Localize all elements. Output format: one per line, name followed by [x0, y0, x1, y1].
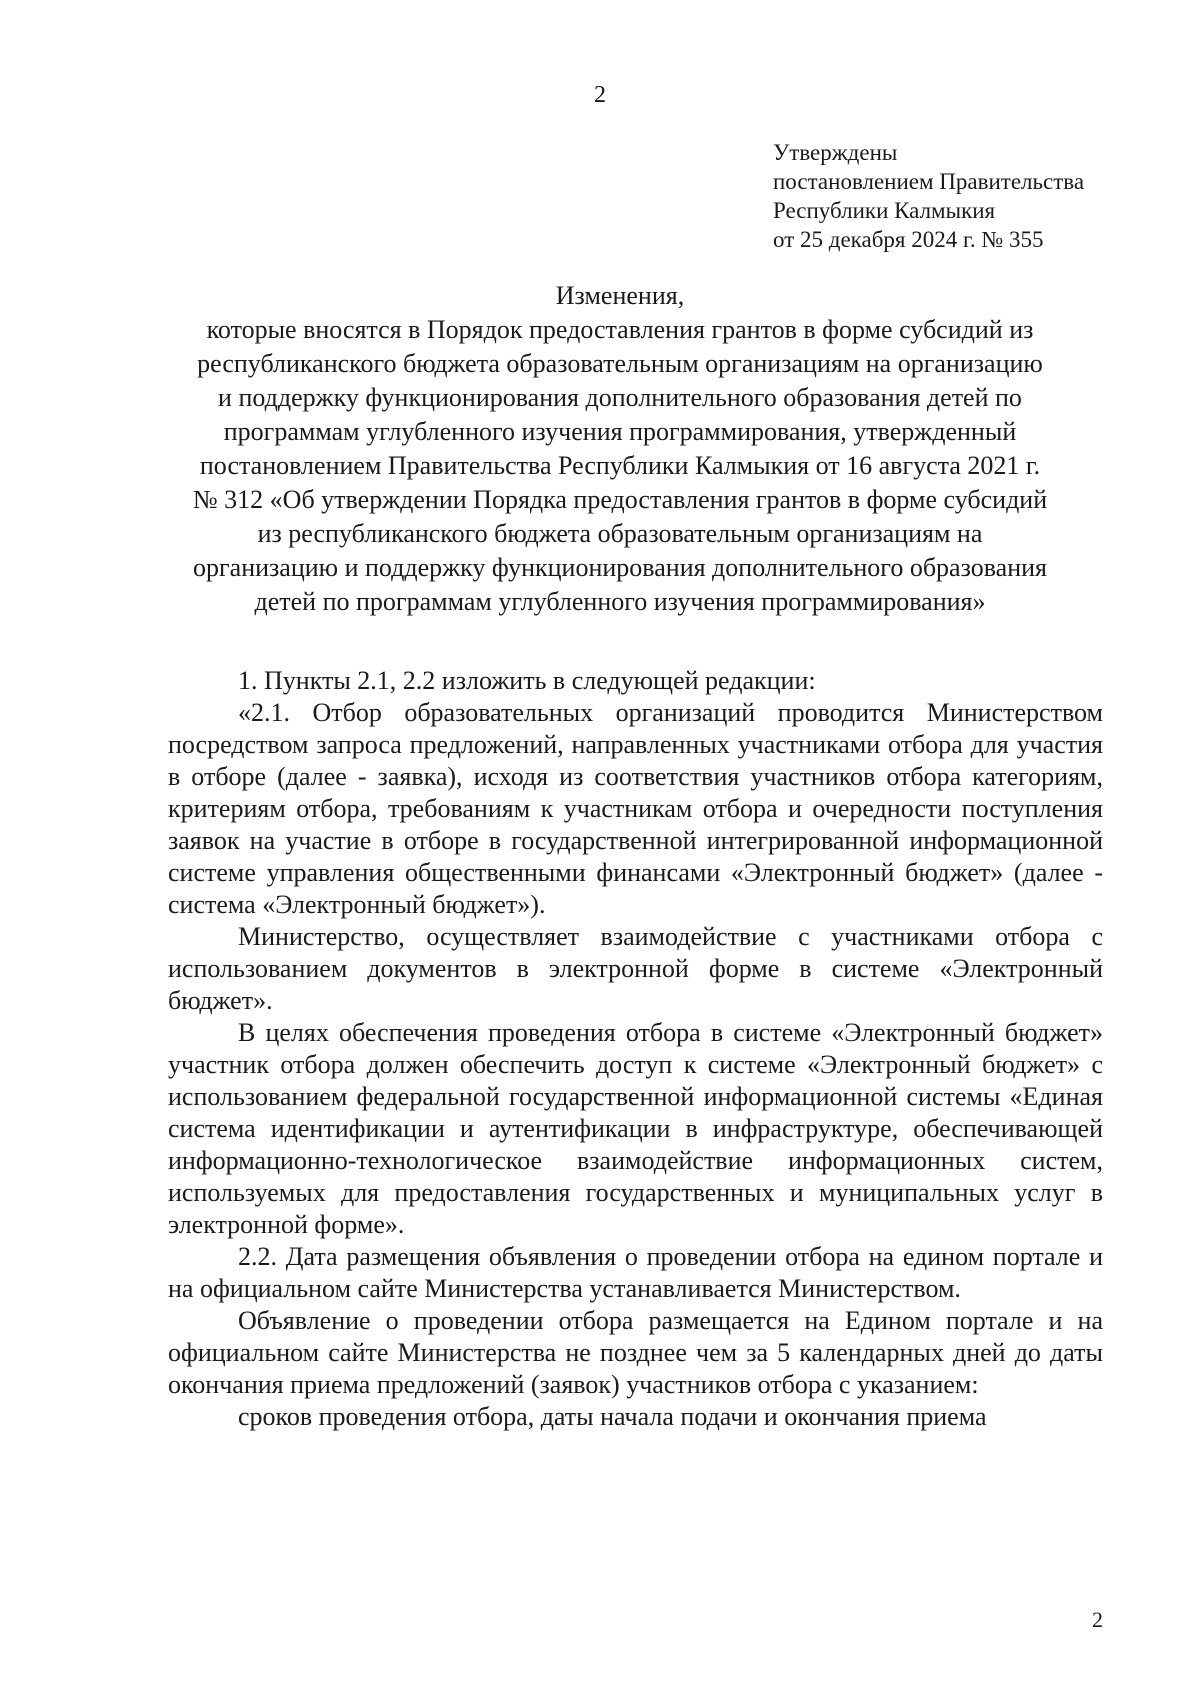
document-body [168, 665, 1103, 1433]
approval-block [773, 138, 1173, 254]
body-paragraph: 2.2. Дата размещения объявления о проведении отбора на едином портале и на официальном сайте Министерства устанавливается Министерством. [168, 1242, 1103, 1303]
body-paragraph: 1. Пункты 2.1, 2.2 изложить в следующей редакции: [238, 666, 816, 695]
body-paragraph: сроков проведения отбора, даты начала подачи и окончания приема [238, 1402, 987, 1431]
heading-line: постановлением Правительства Республики Калмыкия от 16 августа 2021 г. [199, 451, 1041, 480]
approval-line: постановлением Правительства [773, 169, 1085, 194]
heading-line: программам углубленного изучения программирования, утвержденный [223, 417, 1017, 446]
approval-line: от 25 декабря 2024 г. № 355 [773, 227, 1044, 252]
heading-line: № 312 «Об утверждении Порядка предоставления грантов в форме субсидий [192, 485, 1048, 514]
page-number-top: 2 [594, 82, 606, 108]
heading-line: организацию и поддержку функционирования дополнительного образования [193, 553, 1047, 582]
heading-line: и поддержку функционирования дополнительного образования детей по [218, 383, 1022, 412]
document-heading [150, 279, 1090, 619]
body-paragraph: В целях обеспечения проведения отбора в системе «Электронный бюджет» участник отбора должен обеспечить доступ к системе «Электронный бюджет» с использованием федеральной государственной информационной системы «Единая система идентификации и аутентификации в инфраструктуре, обеспечивающей информационно-технологическое взаимодействие информационных систем, используемых для предоставления государственных и муниципальных услуг в электронной форме». [168, 1018, 1103, 1239]
approval-line: Республики Калмыкия [773, 198, 996, 223]
body-paragraph: Объявление о проведении отбора размещается на Едином портале и на официальном сайте Министерства не позднее чем за 5 календарных дней до даты окончания приема предложений (заявок) участников отбора с указанием: [168, 1306, 1103, 1399]
heading-line: республиканского бюджета образовательным организациям на организацию [197, 349, 1043, 378]
body-paragraph: «2.1. Отбор образовательных организаций проводится Министерством посредством запроса предложений, направленных участниками отбора для участия в отборе (далее - заявка), исходя из соответствия участников отбора категориям, критериям отбора, требованиям к участникам отбора и очередности поступления заявок на участие в отборе в государственной интегрированной информационной системе управления общественными финансами «Электронный бюджет» (далее - система «Электронный бюджет»). [168, 698, 1103, 919]
heading-title: Изменения, [555, 281, 685, 310]
heading-line: из республиканского бюджета образовательным организациям на [257, 519, 983, 548]
heading-line: которые вносятся в Порядок предоставления грантов в форме субсидий из [206, 315, 1034, 344]
page-number-bottom: 2 [1092, 1607, 1103, 1632]
heading-line: детей по программам углубленного изучения программирования» [254, 587, 986, 616]
body-paragraph: Министерство, осуществляет взаимодействие с участниками отбора с использованием документов в электронной форме в системе «Электронный бюджет». [168, 922, 1103, 1015]
approval-line: Утверждены [773, 140, 898, 165]
